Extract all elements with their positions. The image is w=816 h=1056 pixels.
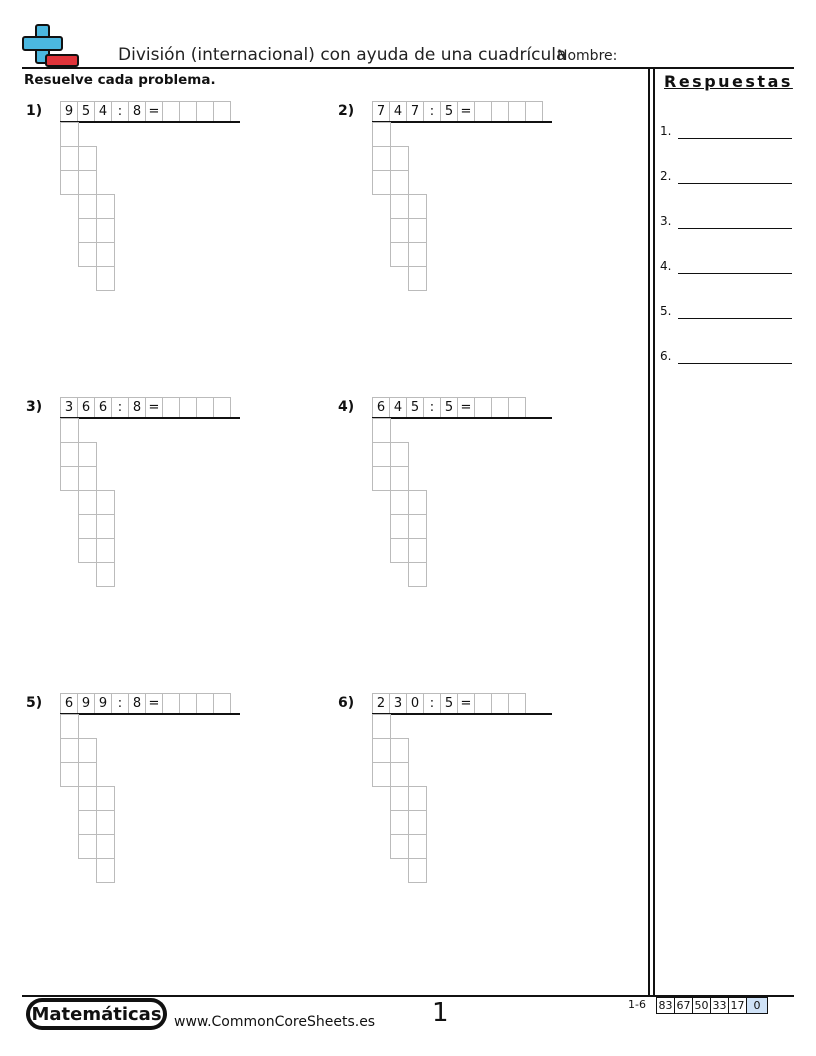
answer-line-1[interactable] (660, 124, 794, 140)
quotient-cell[interactable] (491, 101, 509, 122)
answer-line-4[interactable] (660, 259, 794, 275)
dividend-digit: 0 (406, 693, 424, 714)
dividend-digit: 2 (372, 693, 390, 714)
problem-number: 6) (338, 695, 355, 711)
problem-expression (372, 101, 543, 122)
problem-expression (372, 693, 526, 714)
dividend-digit: 9 (60, 101, 78, 122)
work-grid-cell[interactable] (408, 194, 427, 219)
work-grid-cell[interactable] (408, 242, 427, 267)
work-grid-cell[interactable] (78, 218, 97, 243)
divisor: 5 (440, 101, 458, 122)
work-grid-cell[interactable] (60, 170, 79, 195)
score-cell: 83 (656, 997, 675, 1014)
score-range: 1-6 (628, 998, 646, 1011)
work-grid-cell[interactable] (60, 714, 79, 739)
work-grid-cell[interactable] (390, 762, 409, 787)
problem-6 (338, 693, 598, 893)
work-grid-cell[interactable] (408, 810, 427, 835)
answer-column-divider (653, 68, 655, 996)
work-grid-cell[interactable] (96, 242, 115, 267)
name-label: Nombre: (557, 48, 618, 64)
work-grid-cell[interactable] (390, 738, 409, 763)
work-grid-cell[interactable] (372, 442, 391, 467)
work-grid-cell[interactable] (78, 170, 97, 195)
answer-line-2[interactable] (660, 169, 794, 185)
work-grid-cell[interactable] (78, 466, 97, 491)
dividend-digit: 6 (372, 397, 390, 418)
problem-number: 3) (26, 399, 43, 415)
answer-number: 2. (660, 169, 672, 183)
work-grid-cell[interactable] (390, 786, 409, 811)
work-grid-cell[interactable] (96, 538, 115, 563)
problem-underline (60, 713, 240, 715)
work-grid-cell[interactable] (96, 786, 115, 811)
score-table (656, 997, 768, 1014)
work-grid-cell[interactable] (408, 858, 427, 883)
work-grid-cell[interactable] (390, 466, 409, 491)
score-cell: 33 (710, 997, 729, 1014)
work-grid-cell[interactable] (390, 242, 409, 267)
dividend-digit: 7 (406, 101, 424, 122)
work-grid-cell[interactable] (408, 834, 427, 859)
problem-number: 1) (26, 103, 43, 119)
work-grid-cell[interactable] (96, 490, 115, 515)
answer-number: 3. (660, 214, 672, 228)
work-grid-cell[interactable] (408, 538, 427, 563)
work-grid-cell[interactable] (390, 834, 409, 859)
answer-line-6[interactable] (660, 349, 794, 365)
work-grid-cell[interactable] (408, 786, 427, 811)
equals-sign: = (457, 693, 475, 714)
dividend-digit: 6 (60, 693, 78, 714)
work-grid-cell[interactable] (390, 146, 409, 171)
brand-badge (26, 998, 167, 1030)
score-cell: 17 (728, 997, 747, 1014)
work-grid-cell[interactable] (390, 490, 409, 515)
division-sign: : (423, 101, 441, 122)
problem-4 (338, 397, 598, 597)
equals-sign: = (457, 397, 475, 418)
divisor: 8 (128, 397, 146, 418)
dividend-digit: 9 (77, 693, 95, 714)
answer-number: 1. (660, 124, 672, 138)
problem-underline (60, 417, 240, 419)
problem-underline (372, 417, 552, 419)
equals-sign: = (145, 693, 163, 714)
answer-line-3[interactable] (660, 214, 794, 230)
brand-label: Matemáticas (28, 1000, 165, 1028)
problem-number: 2) (338, 103, 355, 119)
quotient-cell[interactable] (162, 693, 180, 714)
answer-blank[interactable] (678, 183, 792, 184)
division-sign: : (111, 693, 129, 714)
score-cell: 67 (674, 997, 693, 1014)
dividend-digit: 7 (372, 101, 390, 122)
problem-number: 4) (338, 399, 355, 415)
division-sign: : (423, 693, 441, 714)
work-grid-cell[interactable] (96, 266, 115, 291)
work-grid-cell[interactable] (390, 170, 409, 195)
answer-column-divider (648, 68, 650, 996)
work-grid-cell[interactable] (78, 538, 97, 563)
work-grid-cell[interactable] (390, 514, 409, 539)
work-grid-cell[interactable] (408, 218, 427, 243)
divisor: 8 (128, 693, 146, 714)
quotient-cell[interactable] (213, 693, 231, 714)
work-grid-cell[interactable] (390, 442, 409, 467)
dividend-digit: 4 (389, 101, 407, 122)
work-grid-cell[interactable] (96, 810, 115, 835)
work-grid-cell[interactable] (96, 218, 115, 243)
dividend-digit: 4 (389, 397, 407, 418)
work-grid-cell[interactable] (372, 714, 391, 739)
dividend-digit: 3 (389, 693, 407, 714)
equals-sign: = (145, 101, 163, 122)
site-url: www.CommonCoreSheets.es (174, 1014, 376, 1030)
work-grid-cell[interactable] (60, 738, 79, 763)
work-grid-cell[interactable] (372, 122, 391, 147)
quotient-cell[interactable] (491, 397, 509, 418)
quotient-cell[interactable] (196, 101, 214, 122)
answer-blank[interactable] (678, 228, 792, 229)
score-cell: 50 (692, 997, 711, 1014)
answer-number: 6. (660, 349, 672, 363)
division-sign: : (111, 101, 129, 122)
quotient-cell[interactable] (179, 397, 197, 418)
work-grid-cell[interactable] (78, 834, 97, 859)
work-grid-cell[interactable] (372, 146, 391, 171)
work-grid-cell[interactable] (78, 514, 97, 539)
work-grid-cell[interactable] (78, 242, 97, 267)
answer-blank[interactable] (678, 318, 792, 319)
work-grid-cell[interactable] (60, 442, 79, 467)
quotient-cell[interactable] (162, 101, 180, 122)
equals-sign: = (457, 101, 475, 122)
work-grid-cell[interactable] (408, 266, 427, 291)
problem-underline (60, 121, 240, 123)
quotient-cell[interactable] (213, 397, 231, 418)
problem-expression (60, 397, 231, 418)
problem-underline (372, 121, 552, 123)
division-sign: : (111, 397, 129, 418)
work-grid-cell[interactable] (78, 146, 97, 171)
quotient-cell[interactable] (196, 693, 214, 714)
answer-blank[interactable] (678, 273, 792, 274)
score-cell: 0 (746, 997, 768, 1014)
quotient-cell[interactable] (474, 101, 492, 122)
work-grid-cell[interactable] (408, 514, 427, 539)
work-grid-cell[interactable] (372, 738, 391, 763)
answer-number: 5. (660, 304, 672, 318)
work-grid-cell[interactable] (390, 194, 409, 219)
divisor: 5 (440, 397, 458, 418)
work-grid-cell[interactable] (60, 418, 79, 443)
instructions: Resuelve cada problema. (24, 72, 216, 88)
equals-sign: = (145, 397, 163, 418)
work-grid-cell[interactable] (372, 418, 391, 443)
dividend-digit: 6 (77, 397, 95, 418)
dividend-digit: 9 (94, 693, 112, 714)
problem-1 (26, 101, 286, 301)
divisor: 5 (440, 693, 458, 714)
work-grid-cell[interactable] (78, 194, 97, 219)
quotient-cell[interactable] (491, 693, 509, 714)
quotient-cell[interactable] (474, 397, 492, 418)
work-grid-cell[interactable] (390, 538, 409, 563)
dividend-digit: 6 (94, 397, 112, 418)
answers-title: Respuestas (664, 72, 793, 91)
answer-line-5[interactable] (660, 304, 794, 320)
header-divider (22, 67, 794, 69)
answer-number: 4. (660, 259, 672, 273)
dividend-digit: 3 (60, 397, 78, 418)
work-grid-cell[interactable] (60, 466, 79, 491)
work-grid-cell[interactable] (78, 490, 97, 515)
work-grid-cell[interactable] (60, 122, 79, 147)
work-grid-cell[interactable] (60, 146, 79, 171)
quotient-cell[interactable] (179, 693, 197, 714)
problem-5 (26, 693, 286, 893)
work-grid-cell[interactable] (372, 466, 391, 491)
work-grid-cell[interactable] (60, 762, 79, 787)
work-grid-cell[interactable] (96, 194, 115, 219)
work-grid-cell[interactable] (390, 810, 409, 835)
quotient-cell[interactable] (213, 101, 231, 122)
divisor: 8 (128, 101, 146, 122)
work-grid-cell[interactable] (96, 562, 115, 587)
quotient-cell[interactable] (196, 397, 214, 418)
quotient-cell[interactable] (508, 693, 526, 714)
problem-expression (372, 397, 526, 418)
work-grid-cell[interactable] (408, 490, 427, 515)
problem-2 (338, 101, 598, 301)
problem-number: 5) (26, 695, 43, 711)
answer-blank[interactable] (678, 138, 792, 139)
work-grid-cell[interactable] (408, 562, 427, 587)
page-title: División (internacional) con ayuda de una cuadrícula (118, 45, 567, 65)
dividend-digit: 5 (77, 101, 95, 122)
problem-expression (60, 693, 231, 714)
quotient-cell[interactable] (508, 397, 526, 418)
problem-expression (60, 101, 231, 122)
quotient-cell[interactable] (162, 397, 180, 418)
work-grid-cell[interactable] (372, 762, 391, 787)
work-grid-cell[interactable] (78, 762, 97, 787)
plus-minus-logo-icon (22, 24, 80, 68)
work-grid-cell[interactable] (96, 514, 115, 539)
problem-3 (26, 397, 286, 597)
work-grid-cell[interactable] (372, 170, 391, 195)
quotient-cell[interactable] (179, 101, 197, 122)
quotient-cell[interactable] (474, 693, 492, 714)
page-number: 1 (432, 998, 449, 1028)
dividend-digit: 4 (94, 101, 112, 122)
dividend-digit: 5 (406, 397, 424, 418)
work-grid-cell[interactable] (390, 218, 409, 243)
answer-blank[interactable] (678, 363, 792, 364)
quotient-cell[interactable] (525, 101, 543, 122)
work-grid-cell[interactable] (78, 738, 97, 763)
work-grid-cell[interactable] (78, 442, 97, 467)
work-grid-cell[interactable] (78, 786, 97, 811)
division-sign: : (423, 397, 441, 418)
work-grid-cell[interactable] (96, 858, 115, 883)
quotient-cell[interactable] (508, 101, 526, 122)
problem-underline (372, 713, 552, 715)
work-grid-cell[interactable] (78, 810, 97, 835)
work-grid-cell[interactable] (96, 834, 115, 859)
